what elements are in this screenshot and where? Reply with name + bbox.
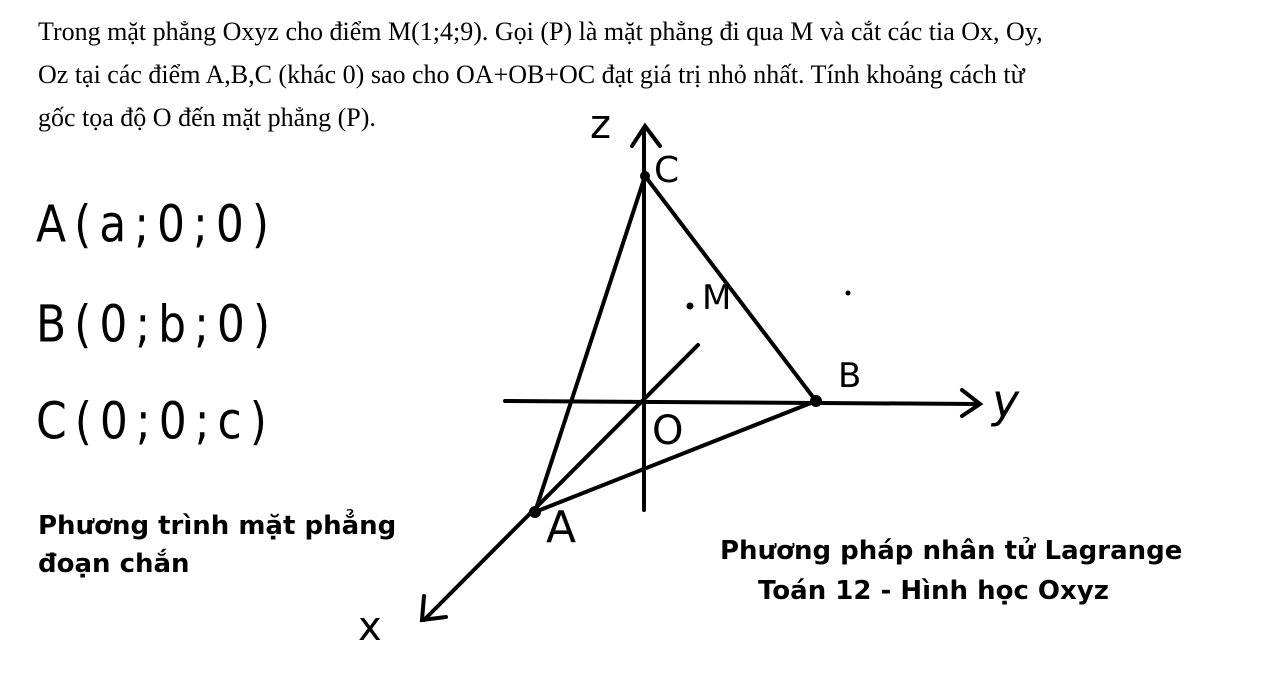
x-axis-label: x	[358, 604, 382, 650]
problem-line-2: Oz tại các điểm A,B,C (khác 0) sao cho OA+OB+OC đạt giá trị nhỏ nhất. Tính khoảng cách từ	[38, 60, 1025, 89]
problem-line-3: gốc tọa độ O đến mặt phẳng (P).	[38, 103, 376, 132]
intercept-form-note-line-1: Phương trình mặt phẳng	[38, 511, 397, 541]
point-m-label: M	[702, 278, 732, 318]
point-c-label: C	[654, 150, 680, 191]
z-axis-label: z	[590, 102, 611, 148]
point-a-label: A	[546, 502, 577, 553]
point-b-label: B	[838, 356, 862, 396]
course-subtitle: Toán 12 - Hình học Oxyz	[758, 576, 1109, 606]
origin-label: O	[652, 408, 684, 454]
intercept-form-note-line-2: đoạn chắn	[38, 549, 190, 579]
point-a-dot	[529, 506, 541, 518]
y-axis	[505, 401, 978, 404]
point-b-coordinates: B(0;b;0)	[36, 295, 279, 355]
point-c-coordinates: C(0;0;c)	[36, 392, 275, 452]
edge-ac	[535, 176, 645, 512]
stray-dot	[846, 291, 851, 296]
problem-line-1: Trong mặt phẳng Oxyz cho điểm M(1;4;9). Gọi (P) là mặt phẳng đi qua M và cắt các tia Ox, Oy,	[38, 17, 1043, 46]
point-m-dot	[687, 303, 694, 310]
y-axis-label: y	[992, 374, 1020, 428]
x-axis	[424, 345, 698, 620]
point-a-coordinates: A(a;0;0)	[36, 195, 278, 255]
lagrange-method-title: Phương pháp nhân tử Lagrange	[720, 536, 1183, 566]
point-b-dot	[810, 395, 822, 407]
point-c-dot	[640, 171, 650, 181]
